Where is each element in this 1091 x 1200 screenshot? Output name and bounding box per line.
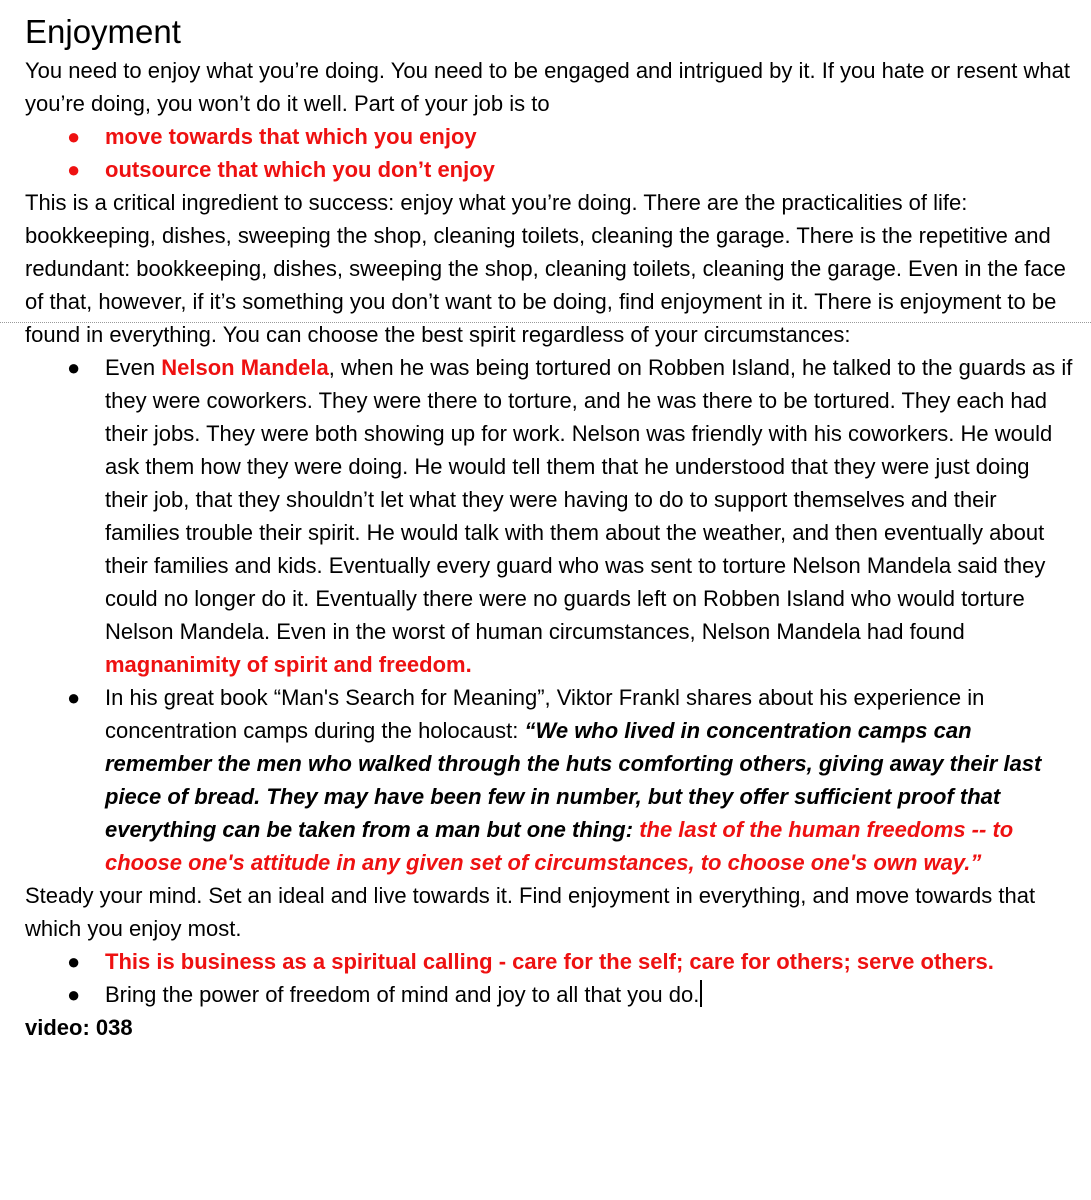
mandela-highlight: magnanimity of spirit and freedom.	[105, 652, 472, 677]
bullet-icon: ●	[67, 982, 81, 1007]
bullet-icon: ●	[67, 949, 81, 974]
bullet-icon: ●	[67, 355, 81, 380]
list-item	[25, 153, 1075, 186]
list-item	[25, 120, 1075, 153]
list-item-mandela	[25, 351, 1075, 681]
job-list	[25, 120, 1075, 186]
freedom-text: Bring the power of freedom of mind and joy to all that you do.	[105, 982, 700, 1007]
critical-paragraph: This is a critical ingredient to success: enjoy what you’re doing. There are the practicalities of life: bookkeeping, dishes, sweeping the shop, cleaning toilets, cleaning the garage. There is the repetitive and redundant: bookkeeping, dishes, sweeping the shop, cleaning toilets, cleaning the garage. Even in the face of that, however, if it’s something you don’t want to be doing, find enjoyment in it. There is enjoyment to be found in everything. You can choose the best spirit regardless of your circumstances:	[25, 190, 1066, 347]
bullet-icon: ●	[67, 685, 81, 710]
list-item-frankl	[25, 681, 1075, 879]
text-cursor	[700, 980, 702, 1007]
closing-list	[25, 945, 1075, 1011]
mandela-body: , when he was being tortured on Robben Island, he talked to the guards as if they were coworkers. They were there to torture, and he was there to be tortured. They each had their jobs. They were both showing up for work. Nelson was friendly with his coworkers. He would ask them how they were doing. He would tell them that he understood that they were just doing their job, that they shouldn’t let what they were having to do to support themselves and their families trouble their spirit. He would talk with them about the weather, and then eventually about their families and kids. Eventually every guard who was sent to torture Nelson Mandela said they could no longer do it. Eventually there were no guards left on Robben Island who would torture Nelson Mandela. Even in the worst of human circumstances, Nelson Mandela had found	[105, 355, 1073, 644]
document-body[interactable]	[25, 10, 1075, 1044]
bullet-icon: ●	[67, 124, 81, 149]
bullet-icon: ●	[67, 157, 81, 182]
document-title: Enjoyment	[25, 13, 181, 50]
video-label: video: 038	[25, 1015, 133, 1040]
job-item-enjoy: move towards that which you enjoy	[105, 124, 477, 149]
steady-paragraph: Steady your mind. Set an ideal and live towards it. Find enjoyment in everything, and move towards that which you enjoy most.	[25, 883, 1036, 941]
job-item-outsource: outsource that which you don’t enjoy	[105, 157, 495, 182]
frankl-quote-highlight: the last of the human freedoms -- to choose one's attitude in any given set of circumstances, to choose one's own way.”	[105, 817, 1014, 875]
mandela-name: Nelson Mandela	[161, 355, 329, 380]
mandela-prefix: Even	[105, 355, 162, 380]
spiritual-calling-text: This is business as a spiritual calling - care for the self; care for others; serve others.	[105, 949, 994, 974]
frankl-quote: “We who lived in concentration camps can remember the men who walked through the huts comforting others, giving away their last piece of bread. They may have been few in number, but they offer sufficient proof that everything can be taken from a man but one thing:	[105, 718, 1042, 842]
examples-list	[25, 351, 1075, 879]
frankl-prefix: In his great book “Man's Search for Meaning”, Viktor Frankl shares about his experience in concentration camps during the holocaust:	[105, 685, 985, 743]
list-item-freedom	[25, 978, 1075, 1011]
list-item-spiritual	[25, 945, 1075, 978]
intro-paragraph: You need to enjoy what you’re doing. You need to be engaged and intrigued by it. If you hate or resent what you’re doing, you won’t do it well. Part of your job is to	[25, 58, 1070, 116]
